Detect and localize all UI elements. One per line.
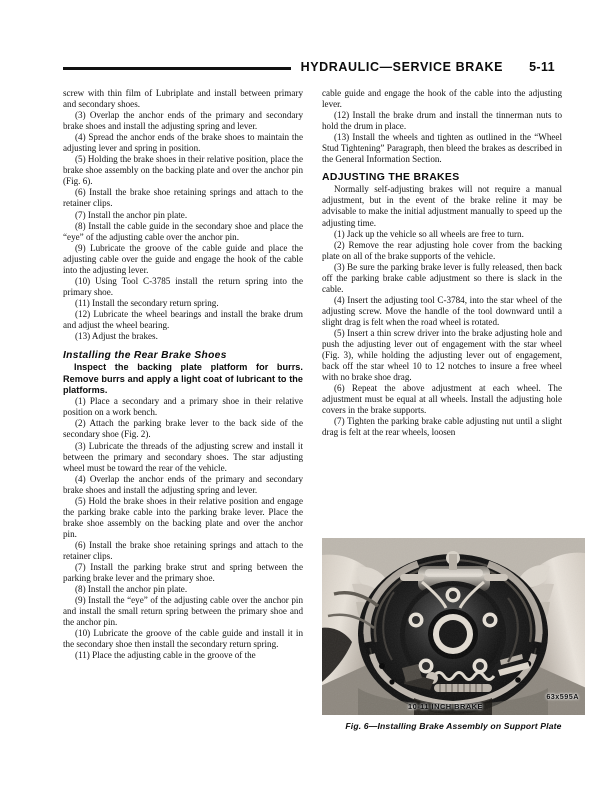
body-paragraph: (4) Spread the anchor ends of the brake shoes to maintain the adjusting lever and spring in position. <box>63 132 303 154</box>
body-paragraph: (8) Install the anchor pin plate. <box>75 584 188 595</box>
body-paragraph: (13) Install the wheels and tighten as outlined in the “Wheel Stud Tightening” Paragraph, then bleed the brakes as described in the General Information Section. <box>322 132 562 165</box>
body-paragraph: (6) Repeat the above adjustment at each wheel. The adjustment must be equal at all wheels. Install the adjusting hole covers in the brake supports. <box>322 383 562 416</box>
bold-note-paragraph: Inspect the backing plate platform for burrs. Remove burrs and apply a light coat of lubricant to the platforms. <box>63 362 303 395</box>
body-paragraph: (4) Insert the adjusting tool C-3784, into the star wheel of the adjusting screw. Move the handle of the tool downward until a slight drag is felt when the road wheel is rotated. <box>322 294 562 327</box>
photo-label-brake-size: 10-11 INCH BRAKE <box>408 702 483 711</box>
body-paragraph: (8) Install the cable guide in the secondary shoe and place the “eye” of the adjusting cable over the anchor pin. <box>63 220 303 242</box>
brake-assembly-photo-graphic <box>322 538 585 715</box>
body-paragraph: (2) Attach the parking brake lever to the back side of the secondary shoe (Fig. 2). <box>63 418 303 440</box>
body-paragraph: (10) Using Tool C-3785 install the return spring into the primary shoe. <box>63 275 303 297</box>
body-paragraph: (12) Lubricate the wheel bearings and install the brake drum and adjust the wheel bearing. <box>63 308 303 330</box>
body-paragraph: (7) Install the anchor pin plate. <box>75 209 188 220</box>
running-head <box>63 56 555 78</box>
body-paragraph: (3) Lubricate the threads of the adjusting screw and install it between the primary and secondary shoes. The star adjusting wheel must be toward the rear of the vehicle. <box>63 440 303 473</box>
page-number: 5-11 <box>529 60 555 74</box>
body-paragraph: Normally self-adjusting brakes will not require a manual adjustment, but in the event of the brake reline it may be advisable to make the initial adjustment manually to speed up the adjusting time. <box>322 184 562 228</box>
figure-6 <box>322 538 585 731</box>
photo-label-image-code: 63x595A <box>546 692 579 701</box>
body-paragraph: screw with thin film of Lubriplate and install between primary and secondary shoes. <box>63 88 303 110</box>
body-paragraph: (3) Be sure the parking brake lever is fully released, then back off the parking brake cable adjustment so there is slack in the cable. <box>322 261 562 294</box>
left-text-column <box>63 88 303 661</box>
body-paragraph: (5) Hold the brake shoes in their relative position and engage the parking brake cable into the parking brake lever. Place the brake shoe assembly on the backing plate and over the anchor pin. <box>63 495 303 539</box>
body-paragraph: (7) Install the parking brake strut and spring between the parking brake lever and the primary shoe. <box>63 562 303 584</box>
body-paragraph: (1) Jack up the vehicle so all wheels are free to turn. <box>334 228 524 239</box>
body-paragraph: (7) Tighten the parking brake cable adjusting nut until a slight drag is felt at the rear wheels, loosen <box>322 416 562 438</box>
body-paragraph: (1) Place a secondary and a primary shoe in their relative position on a work bench. <box>63 396 303 418</box>
body-paragraph: (3) Overlap the anchor ends of the primary and secondary brake shoes and install the adjusting spring and lever. <box>63 110 303 132</box>
right-text-column <box>322 88 562 438</box>
body-paragraph: (5) Insert a thin screw driver into the brake adjusting hole and push the adjusting lever out of engagement with the star wheel (Fig. 3), while holding the adjusting lever out of engagement, back off the star wheel 10 to 12 notches to insure a free wheel with no brake shoe drag. <box>322 327 562 383</box>
body-paragraph: (4) Overlap the anchor ends of the primary and secondary brake shoes and install the adjusting spring and lever. <box>63 473 303 495</box>
brake-assembly-photo <box>322 538 585 715</box>
body-paragraph: (9) Install the “eye” of the adjusting cable over the anchor pin and install the small return spring between the primary shoe and the anchor pin. <box>63 595 303 628</box>
body-paragraph: (12) Install the brake drum and install the tinnerman nuts to hold the drum in place. <box>322 110 562 132</box>
body-paragraph: (2) Remove the rear adjusting hole cover from the backing plate on all of the brake supports of the vehicle. <box>322 239 562 261</box>
body-paragraph: (5) Holding the brake shoes in their relative position, place the brake shoe assembly on the backing plate and over the anchor pin (Fig. 6). <box>63 154 303 187</box>
subsection-heading: Installing the Rear Brake Shoes <box>63 350 227 362</box>
body-paragraph: (9) Lubricate the groove of the cable guide and place the adjusting cable over the guide and engage the hook of the cable into the adjusting lever. <box>63 242 303 275</box>
body-paragraph: (13) Adjust the brakes. <box>75 331 158 342</box>
body-paragraph: (6) Install the brake shoe retaining springs and attach to the retainer clips. <box>63 539 303 561</box>
section-heading: ADJUSTING THE BRAKES <box>322 172 460 184</box>
body-paragraph: (6) Install the brake shoe retaining springs and attach to the retainer clips. <box>63 187 303 209</box>
body-paragraph: cable guide and engage the hook of the cable into the adjusting lever. <box>322 88 562 110</box>
header-rule <box>63 67 291 70</box>
page-title: HYDRAULIC—SERVICE BRAKE <box>300 60 504 74</box>
body-paragraph: (11) Install the secondary return spring. <box>75 297 219 308</box>
body-paragraph: (10) Lubricate the groove of the cable guide and install it in the secondary shoe then install the secondary return spring. <box>63 628 303 650</box>
figure-caption: Fig. 6—Installing Brake Assembly on Support Plate <box>345 721 562 731</box>
body-paragraph: (11) Place the adjusting cable in the groove of the <box>75 650 256 661</box>
